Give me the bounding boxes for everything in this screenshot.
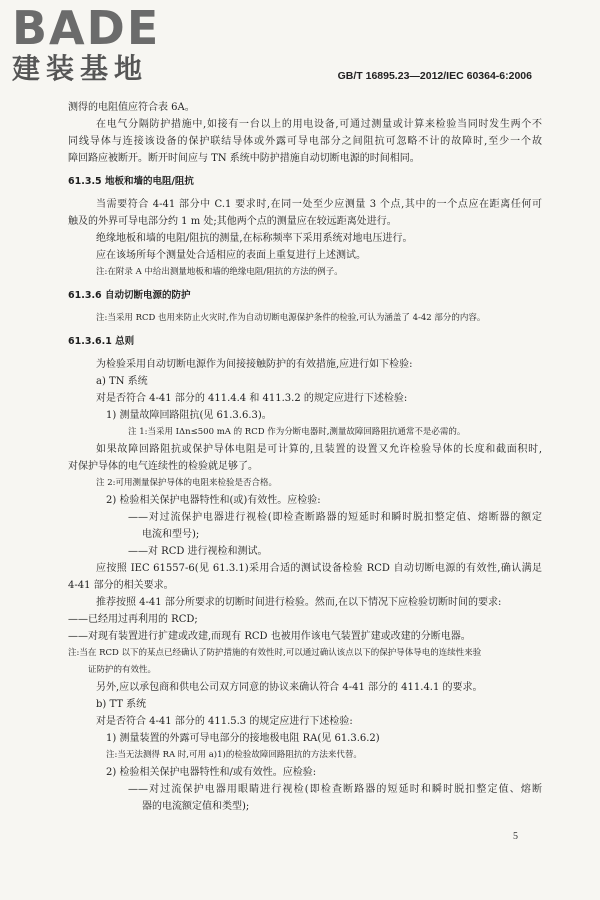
standard-number: GB/T 16895.23—2012/IEC 60364-6:2006 [337, 70, 532, 82]
note-line: 注 1:当采用 IΔn≤500 mA 的 RCD 作为分断电器时,测量故障回路阻抗通常不是必需的。 [128, 427, 466, 437]
paragraph-line: 触及的外界可导电部分约 1 m 处;其他两个点的测量应在较远距离处进行。 [68, 216, 397, 227]
logo-wordmark: BADE [12, 1, 161, 55]
paragraph-line: 对是否符合 4-41 部分的 411.4.4 和 411.3.2 的规定应进行下述检验: [96, 393, 408, 404]
paragraph-line: 推荐按照 4-41 部分所要求的切断时间进行检验。然而,在以下情况下应检验切断时间的要求: [96, 597, 502, 608]
document-body [68, 99, 542, 815]
section-heading: 61.3.6 自动切断电源的防护 [68, 290, 191, 301]
dash-item: ——对过流保护电器进行视检(即检查断路器的短延时和瞬时脱扣整定值、熔断器的额定 [128, 512, 542, 523]
logo [12, 1, 161, 86]
list-item: 2) 检验相关保护电器特性和(或)有效性。应检验: [106, 495, 321, 506]
section-heading: 61.3.5 地板和墙的电阻/阻抗 [68, 176, 194, 187]
dash-item: ——对 RCD 进行视检和测试。 [128, 546, 268, 557]
list-item: 1) 测量装置的外露可导电部分的接地极电阻 RA(见 61.3.6.2) [106, 733, 380, 744]
paragraph-line: 障回路应被断开。断开时间应与 TN 系统中防护措施自动切断电源的时间相同。 [68, 153, 420, 164]
paragraph-line: 应在该场所每个测量处合适相应的表面上重复进行上述测试。 [96, 250, 366, 261]
list-item-label: a) TN 系统 [96, 376, 148, 387]
note-line: 证防护的有效性。 [88, 665, 157, 675]
dash-item: ——已经用过再利用的 RCD; [68, 614, 198, 625]
subsection-heading: 61.3.6.1 总则 [68, 336, 135, 347]
paragraph-line: 绝缘地板和墙的电阻/阻抗的测量,在标称频率下采用系统对地电压进行。 [96, 233, 413, 244]
paragraph-line: 为检验采用自动切断电源作为间接接触防护的有效措施,应进行如下检验: [96, 359, 413, 370]
dash-item: ——对现有装置进行扩建或改建,而现有 RCD 也被用作该电气装置扩建或改建的分断电器。 [68, 631, 471, 642]
paragraph-line: 测得的电阻值应符合表 6A。 [68, 102, 195, 113]
logo-chinese-text: 建装基地 [12, 52, 149, 85]
paragraph-line: 如果故障回路阻抗或保护导体电阻是可计算的,且装置的设置又允许检验导体的长度和截面积时, [96, 444, 542, 455]
note-line: 注 2:可用测量保护导体的电阻来检验是否合格。 [96, 478, 277, 488]
dash-item-continuation: 器的电流额定值和类型); [142, 801, 250, 812]
paragraph-line: 对保护导体的电气连续性的检验就足够了。 [68, 461, 258, 472]
paragraph-line: 4-41 部分的相关要求。 [68, 580, 174, 591]
note-line: 注:在附录 A 中给出测量地板和墙的绝缘电阻/阻抗的方法的例子。 [96, 267, 343, 277]
page-number: 5 [513, 831, 518, 842]
list-item: 1) 测量故障回路阻抗(见 61.3.6.3)。 [106, 410, 272, 421]
note-line: 注:当无法测得 RA 时,可用 a)1)的检验故障回路阻抗的方法来代替。 [106, 750, 362, 760]
note-line: 注:当在 RCD 以下的某点已经确认了防护措施的有效性时,可以通过确认该点以下的保护导体导电的连续性来验 [68, 648, 482, 658]
paragraph-line: 同线导体与连接该设备的保护联结导体或外露可导电部分之间阻抗可忽略不计的故障时,至少一个故 [68, 136, 542, 147]
list-item-label: b) TT 系统 [96, 699, 147, 710]
paragraph-line: 应按照 IEC 61557-6(见 61.3.1)采用合适的测试设备检验 RCD 自动切断电源的有效性,确认满足 [96, 563, 542, 574]
paragraph-line: 在电气分隔防护措施中,如接有一台以上的用电设备,可通过测量或计算来检验当同时发生两个不 [96, 119, 542, 130]
dash-item-continuation: 电流和型号); [142, 529, 200, 540]
paragraph-line: 对是否符合 4-41 部分的 411.5.3 的规定应进行下述检验: [96, 716, 353, 727]
dash-item: ——对过流保护电器用眼睛进行视检(即检查断路器的短延时和瞬时脱扣整定值、熔断 [128, 784, 542, 795]
list-item: 2) 检验相关保护电器特性和/或有效性。应检验: [106, 767, 317, 778]
paragraph-line: 另外,应以承包商和供电公司双方同意的协议来确认符合 4-41 部分的 411.4.1 的要求。 [96, 682, 483, 693]
paragraph-line: 当需要符合 4-41 部分中 C.1 要求时,在同一处至少应测量 3 个点,其中的一个点应在距离任何可 [96, 199, 542, 210]
note-line: 注:当采用 RCD 也用来防止火灾时,作为自动切断电源保护条件的检验,可认为涵盖了 4-42 部分的内容。 [96, 313, 486, 323]
